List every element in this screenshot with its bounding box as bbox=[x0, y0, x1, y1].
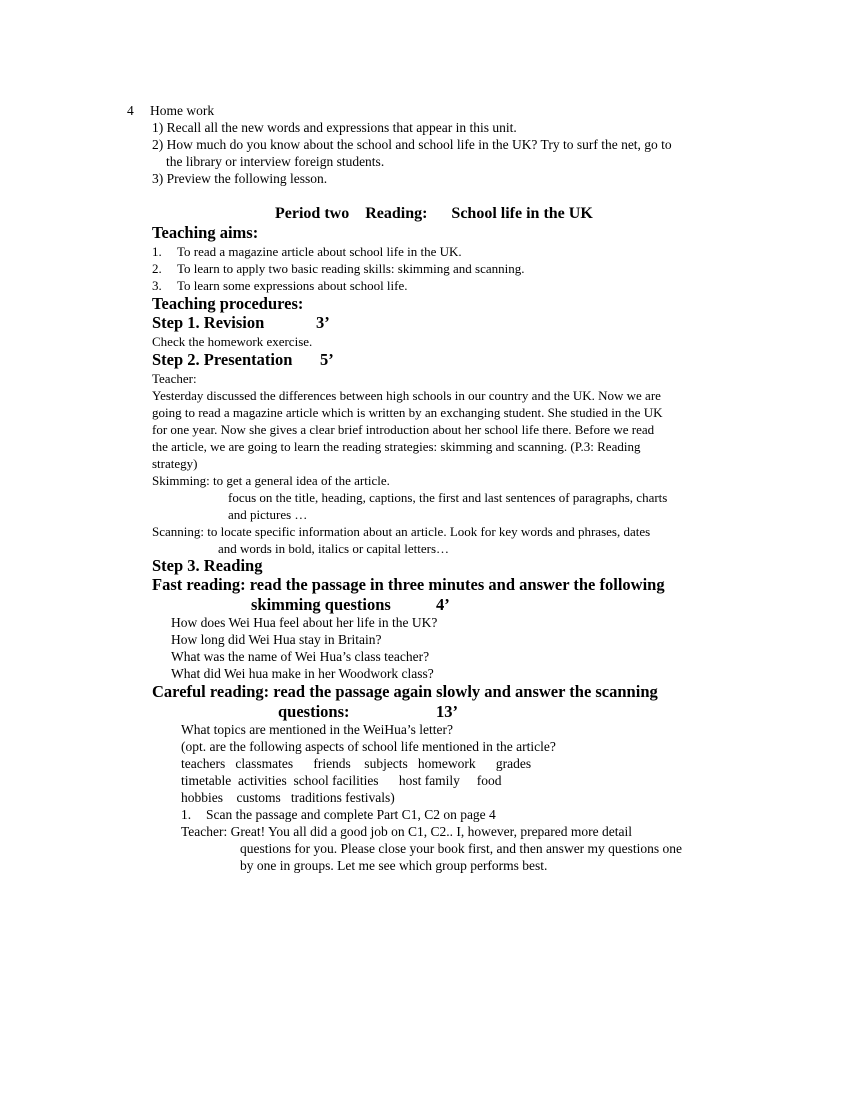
careful-line: What topics are mentioned in the WeiHua’s letter? bbox=[181, 722, 453, 737]
teacher-line: by one in groups. Let me see which group performs best. bbox=[240, 858, 548, 873]
careful-reading-time: 13’ bbox=[436, 702, 458, 721]
teacher-line: questions for you. Please close your book first, and then answer my questions one bbox=[240, 841, 683, 856]
careful-line: (opt. are the following aspects of school life mentioned in the article? bbox=[181, 739, 556, 754]
careful-line: hobbies customs traditions festivals) bbox=[181, 790, 395, 805]
fast-reading-heading-cont: skimming questions bbox=[251, 595, 391, 614]
step2-line: and pictures … bbox=[228, 507, 308, 522]
step2-time: 5’ bbox=[320, 350, 334, 369]
step2-line: Yesterday discussed the differences between high schools in our country and the UK. Now we are bbox=[152, 388, 661, 403]
step2-line: and words in bold, italics or capital letters… bbox=[218, 541, 450, 556]
homework-item: 1) Recall all the new words and expressions that appear in this unit. bbox=[152, 120, 517, 135]
careful-reading-heading: Careful reading: read the passage again slowly and answer the scanning bbox=[152, 682, 658, 701]
homework-item: 2) How much do you know about the school and school life in the UK? Try to surf the net, go to bbox=[152, 137, 672, 152]
fast-reading-heading: Fast reading: read the passage in three minutes and answer the following bbox=[152, 575, 665, 594]
step2-line: Teacher: bbox=[152, 371, 197, 386]
step1-heading: Step 1. Revision bbox=[152, 313, 265, 332]
aims-item-number: 2. bbox=[152, 261, 162, 276]
step2-line: Scanning: to locate specific information about an article. Look for key words and phrases, dates bbox=[152, 524, 651, 539]
careful-reading-heading-cont: questions: bbox=[278, 702, 350, 721]
aims-item-number: 3. bbox=[152, 278, 162, 293]
step2-heading: Step 2. Presentation bbox=[152, 350, 293, 369]
careful-line: timetable activities school facilities host family food bbox=[181, 773, 502, 788]
step1-text: Check the homework exercise. bbox=[152, 334, 313, 349]
step2-line: Skimming: to get a general idea of the article. bbox=[152, 473, 390, 488]
aims-heading: Teaching aims: bbox=[152, 223, 259, 242]
fast-question: How does Wei Hua feel about her life in the UK? bbox=[171, 615, 438, 630]
step1-time: 3’ bbox=[316, 313, 330, 332]
aims-item: To learn to apply two basic reading skills: skimming and scanning. bbox=[177, 261, 525, 276]
step2-line: focus on the title, heading, captions, the first and last sentences of paragraphs, charts bbox=[228, 490, 668, 505]
teacher-line: Teacher: Great! You all did a good job on C1, C2.. I, however, prepared more detail bbox=[181, 824, 633, 839]
aims-item-number: 1. bbox=[152, 244, 162, 259]
aims-item: To read a magazine article about school life in the UK. bbox=[177, 244, 462, 259]
step2-line: strategy) bbox=[152, 456, 198, 471]
homework-title: Home work bbox=[150, 103, 215, 118]
homework-item: 3) Preview the following lesson. bbox=[152, 171, 328, 186]
procedures-heading: Teaching procedures: bbox=[152, 294, 304, 313]
scan-item-number: 1. bbox=[181, 807, 192, 822]
fast-question: What did Wei hua make in her Woodwork class? bbox=[171, 666, 434, 681]
fast-question: What was the name of Wei Hua’s class teacher? bbox=[171, 649, 430, 664]
scan-item: Scan the passage and complete Part C1, C2 on page 4 bbox=[206, 807, 496, 822]
fast-question: How long did Wei Hua stay in Britain? bbox=[171, 632, 382, 647]
step2-line: the article, we are going to learn the reading strategies: skimming and scanning. (P.3: Reading bbox=[152, 439, 641, 454]
homework-number: 4 bbox=[127, 103, 134, 118]
period-title: Period two Reading: School life in the UK bbox=[275, 205, 593, 222]
step2-line: for one year. Now she gives a clear brief introduction about her school life there. Before we read bbox=[152, 422, 655, 437]
aims-item: To learn some expressions about school life. bbox=[177, 278, 408, 293]
homework-item: the library or interview foreign students. bbox=[166, 154, 385, 169]
careful-line: teachers classmates friends subjects homework grades bbox=[181, 756, 532, 771]
step2-line: going to read a magazine article which is written by an exchanging student. She studied in the UK bbox=[152, 405, 663, 420]
step3-heading: Step 3. Reading bbox=[152, 556, 263, 575]
fast-reading-time: 4’ bbox=[436, 595, 450, 614]
